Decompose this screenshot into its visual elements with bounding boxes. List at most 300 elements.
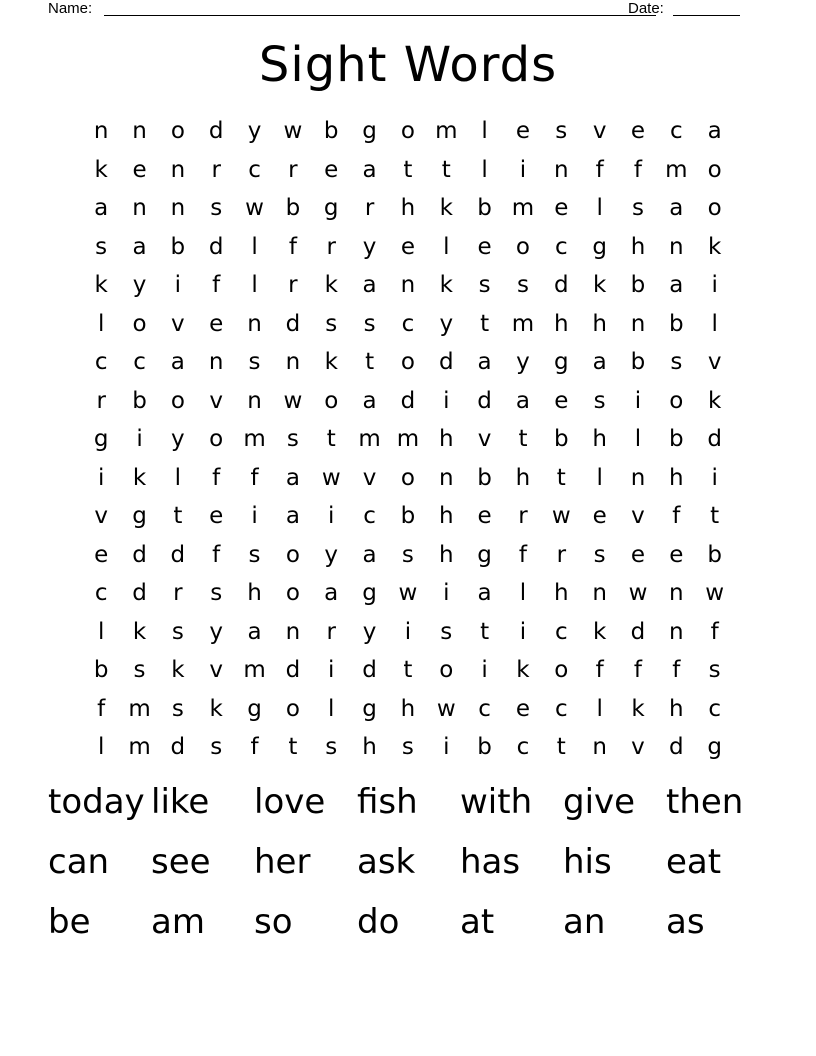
grid-letter: b <box>323 118 339 145</box>
grid-letter: k <box>708 387 722 414</box>
grid-letter: e <box>209 310 224 337</box>
grid-letter: r <box>96 387 106 414</box>
grid-letter: l <box>634 426 642 453</box>
grid-letter: g <box>362 118 377 145</box>
grid-letter: a <box>669 195 684 222</box>
grid-letter: k <box>439 272 453 299</box>
grid-letter: l <box>174 464 182 491</box>
grid-letter: f <box>288 233 297 260</box>
name-label: Name: <box>48 0 93 17</box>
grid-row <box>82 151 734 190</box>
grid-letter: d <box>362 657 377 684</box>
grid-letter: a <box>362 387 377 414</box>
grid-letter: s <box>516 272 529 299</box>
grid-letter: e <box>630 541 646 568</box>
grid-letter: a <box>477 349 492 376</box>
grid-letter: b <box>669 426 684 453</box>
grid-letter: k <box>171 657 185 684</box>
grid-row <box>82 536 734 575</box>
grid-letter: s <box>171 695 184 722</box>
grid-letter: w <box>551 503 571 530</box>
grid-letter: r <box>288 156 298 183</box>
grid-letter: h <box>362 734 377 761</box>
word-list-item: today <box>48 782 145 822</box>
grid-letter: i <box>711 464 718 491</box>
word-list-item: do <box>357 902 400 942</box>
grid-letter: k <box>132 464 147 491</box>
grid-letter: s <box>210 195 223 222</box>
grid-letter: s <box>593 541 606 568</box>
grid-letter: n <box>669 618 684 645</box>
grid-letter: f <box>250 464 259 491</box>
grid-letter: a <box>515 387 530 414</box>
grid-letter: y <box>362 618 377 645</box>
grid-letter: e <box>515 118 531 145</box>
grid-letter: t <box>173 503 183 530</box>
grid-letter: o <box>209 426 224 453</box>
grid-letter: a <box>132 233 147 260</box>
grid-letter: e <box>592 503 607 530</box>
grid-letter: l <box>251 233 258 260</box>
grid-letter: e <box>400 233 415 260</box>
grid-letter: d <box>208 118 224 145</box>
grid-letter: n <box>554 156 569 183</box>
grid-letter: n <box>669 580 684 607</box>
word-list-item: eat <box>666 842 722 882</box>
grid-letter: k <box>592 272 607 299</box>
grid-letter: h <box>554 580 569 607</box>
grid-letter: a <box>285 503 300 530</box>
grid-letter: v <box>592 118 607 145</box>
grid-letter: e <box>324 156 339 183</box>
grid-letter: a <box>285 464 300 491</box>
grid-letter: w <box>436 695 456 722</box>
grid-letter: c <box>554 233 568 260</box>
grid-letter: t <box>288 734 298 761</box>
grid-letter: v <box>707 349 722 376</box>
grid-letter: k <box>516 657 530 684</box>
grid-letter: f <box>518 541 527 568</box>
grid-letter: o <box>285 695 300 722</box>
grid-letter: c <box>94 580 108 607</box>
grid-letter: l <box>596 695 603 722</box>
grid-row <box>82 651 734 690</box>
grid-letter: d <box>553 272 569 299</box>
grid-letter: e <box>477 233 492 260</box>
grid-letter: m <box>511 310 535 337</box>
grid-letter: l <box>443 233 450 260</box>
grid-letter: t <box>403 156 413 183</box>
word-list-item: an <box>563 902 606 942</box>
grid-letter: m <box>358 426 381 453</box>
grid-letter: a <box>707 118 722 145</box>
page-title: Sight Words <box>258 37 558 93</box>
grid-letter: k <box>631 695 645 722</box>
grid-letter: i <box>634 387 642 414</box>
grid-letter: h <box>438 426 454 453</box>
grid-letter: c <box>516 734 530 761</box>
word-list-item: then <box>666 782 744 822</box>
grid-letter: h <box>630 233 646 260</box>
grid-letter: c <box>248 156 261 183</box>
grid-letter: k <box>132 618 147 645</box>
grid-letter: c <box>363 503 376 530</box>
grid-letter: n <box>669 233 684 260</box>
grid-letter: s <box>248 349 261 376</box>
grid-letter: g <box>553 349 569 376</box>
grid-letter: k <box>209 695 223 722</box>
grid-letter: c <box>133 349 146 376</box>
grid-letter: k <box>439 195 453 222</box>
grid-letter: s <box>95 233 108 260</box>
grid-letter: b <box>132 387 147 414</box>
grid-letter: o <box>285 541 300 568</box>
grid-letter: s <box>171 618 184 645</box>
grid-letter: o <box>439 657 454 684</box>
word-list-item: ask <box>357 842 416 882</box>
grid-letter: y <box>439 310 454 337</box>
grid-letter: n <box>170 156 186 183</box>
grid-letter: t <box>403 657 413 684</box>
word-list-item: so <box>254 902 293 942</box>
grid-letter: s <box>401 541 414 568</box>
grid-row <box>82 266 734 305</box>
grid-letter: d <box>438 349 454 376</box>
grid-letter: b <box>170 233 186 260</box>
grid-letter: d <box>170 541 186 568</box>
grid-letter: v <box>477 426 492 453</box>
grid-letter: b <box>285 195 301 222</box>
grid-row <box>82 189 734 228</box>
grid-letter: e <box>94 541 109 568</box>
grid-letter: m <box>128 695 151 722</box>
word-list-item: has <box>460 842 521 882</box>
grid-letter: i <box>97 464 105 491</box>
word-list-item: am <box>151 902 205 942</box>
word-list-item: with <box>460 782 533 822</box>
grid-letter: y <box>516 349 530 376</box>
grid-letter: c <box>401 310 415 337</box>
grid-letter: t <box>710 503 720 530</box>
grid-row <box>82 728 734 767</box>
grid-letter: s <box>363 310 376 337</box>
grid-letter: n <box>285 349 301 376</box>
grid-letter: w <box>705 580 725 607</box>
grid-letter: v <box>171 310 185 337</box>
grid-letter: d <box>208 233 224 260</box>
grid-letter: v <box>631 734 645 761</box>
grid-row <box>82 305 734 344</box>
word-list-item: her <box>254 842 311 882</box>
grid-letter: k <box>324 272 338 299</box>
grid-letter: n <box>208 349 224 376</box>
grid-letter: i <box>443 734 450 761</box>
grid-row <box>82 690 734 729</box>
grid-letter: l <box>481 156 488 183</box>
grid-letter: b <box>553 426 569 453</box>
grid-letter: a <box>362 156 377 183</box>
grid-letter: i <box>711 272 718 299</box>
grid-letter: t <box>556 734 566 761</box>
grid-letter: b <box>630 272 646 299</box>
grid-letter: e <box>209 503 224 530</box>
grid-letter: s <box>593 387 606 414</box>
grid-letter: n <box>630 464 646 491</box>
grid-letter: n <box>132 195 147 222</box>
grid-letter: s <box>478 272 491 299</box>
grid-letter: b <box>669 310 684 337</box>
grid-row <box>82 382 734 421</box>
grid-letter: s <box>401 734 414 761</box>
grid-letter: y <box>324 541 339 568</box>
grid-letter: f <box>672 657 681 684</box>
grid-letter: v <box>209 387 224 414</box>
grid-letter: w <box>628 580 648 607</box>
grid-letter: a <box>247 618 262 645</box>
grid-letter: b <box>477 464 492 491</box>
grid-letter: k <box>94 272 108 299</box>
grid-letter: k <box>708 233 722 260</box>
word-list-item: see <box>151 842 211 882</box>
grid-letter: r <box>211 156 221 183</box>
grid-letter: n <box>285 618 301 645</box>
grid-letter: k <box>592 618 607 645</box>
grid-letter: g <box>93 426 109 453</box>
grid-letter: c <box>670 118 683 145</box>
grid-letter: t <box>441 156 451 183</box>
grid-letter: h <box>438 503 454 530</box>
grid-letter: m <box>511 195 535 222</box>
grid-letter: o <box>170 387 185 414</box>
grid-row <box>82 112 734 151</box>
word-list-item: his <box>563 842 612 882</box>
grid-letter: o <box>400 349 415 376</box>
grid-letter: w <box>321 464 341 491</box>
grid-letter: y <box>362 233 377 260</box>
grid-letter: s <box>708 657 721 684</box>
grid-letter: s <box>325 310 338 337</box>
grid-letter: m <box>435 118 458 145</box>
grid-letter: w <box>283 387 303 414</box>
grid-letter: i <box>174 272 182 299</box>
grid-letter: n <box>93 118 109 145</box>
grid-letter: g <box>707 734 722 761</box>
grid-letter: b <box>400 503 416 530</box>
grid-letter: d <box>170 734 186 761</box>
grid-letter: s <box>210 734 223 761</box>
grid-letter: h <box>438 541 454 568</box>
grid-letter: e <box>669 541 684 568</box>
grid-letter: b <box>707 541 722 568</box>
grid-letter: c <box>554 618 568 645</box>
grid-letter: f <box>97 695 106 722</box>
grid-letter: y <box>132 272 147 299</box>
grid-letter: s <box>248 541 261 568</box>
word-list-item: fish <box>357 782 418 822</box>
grid-letter: f <box>633 156 643 183</box>
grid-letter: r <box>518 503 528 530</box>
grid-letter: e <box>132 156 147 183</box>
word-list-row <box>48 892 768 952</box>
grid-letter: a <box>94 195 109 222</box>
grid-letter: n <box>132 118 147 145</box>
grid-letter: l <box>519 580 527 607</box>
grid-letter: h <box>400 195 416 222</box>
grid-letter: f <box>212 541 221 568</box>
grid-letter: h <box>247 580 262 607</box>
letter-grid <box>82 112 734 767</box>
grid-letter: g <box>592 233 607 260</box>
grid-letter: o <box>515 233 530 260</box>
grid-letter: l <box>596 195 603 222</box>
grid-letter: m <box>243 657 266 684</box>
word-list-row <box>48 772 768 832</box>
word-list-item: love <box>254 782 326 822</box>
grid-letter: l <box>97 618 105 645</box>
grid-letter: g <box>477 541 492 568</box>
grid-letter: i <box>136 426 143 453</box>
grid-letter: f <box>250 734 259 761</box>
grid-letter: m <box>243 426 266 453</box>
grid-row <box>82 420 734 459</box>
grid-letter: i <box>328 503 335 530</box>
grid-letter: s <box>210 580 223 607</box>
date-label: Date: <box>628 0 664 17</box>
grid-letter: d <box>132 541 147 568</box>
grid-letter: d <box>669 734 684 761</box>
grid-letter: h <box>400 695 416 722</box>
grid-letter: e <box>630 118 646 145</box>
grid-letter: v <box>209 657 224 684</box>
grid-letter: o <box>285 580 300 607</box>
grid-letter: n <box>400 272 416 299</box>
name-blank-line <box>104 15 656 16</box>
grid-row <box>82 613 734 652</box>
grid-letter: y <box>247 118 262 145</box>
grid-letter: k <box>324 349 338 376</box>
grid-letter: s <box>133 657 146 684</box>
grid-letter: l <box>97 310 105 337</box>
grid-letter: a <box>362 541 377 568</box>
grid-letter: t <box>480 618 490 645</box>
grid-letter: m <box>128 734 151 761</box>
grid-letter: h <box>554 310 569 337</box>
grid-letter: e <box>554 387 569 414</box>
grid-letter: t <box>365 349 375 376</box>
grid-letter: v <box>362 464 377 491</box>
grid-letter: i <box>519 156 527 183</box>
grid-letter: o <box>554 657 569 684</box>
grid-letter: g <box>132 503 147 530</box>
grid-letter: m <box>665 156 688 183</box>
grid-letter: l <box>481 118 488 145</box>
grid-letter: n <box>170 195 186 222</box>
grid-letter: g <box>323 195 339 222</box>
grid-letter: f <box>710 618 719 645</box>
word-list-item: as <box>666 902 705 942</box>
grid-letter: h <box>669 695 684 722</box>
grid-letter: d <box>400 387 416 414</box>
grid-letter: g <box>247 695 262 722</box>
grid-letter: b <box>630 349 646 376</box>
grid-letter: i <box>251 503 258 530</box>
grid-letter: a <box>324 580 339 607</box>
grid-letter: o <box>707 156 722 183</box>
grid-letter: g <box>362 580 377 607</box>
grid-letter: h <box>669 464 684 491</box>
grid-letter: n <box>247 387 262 414</box>
grid-letter: r <box>364 195 375 222</box>
grid-letter: i <box>443 580 450 607</box>
grid-letter: i <box>481 657 488 684</box>
grid-letter: c <box>708 695 721 722</box>
grid-letter: h <box>592 310 607 337</box>
grid-row <box>82 459 734 498</box>
word-list-item: like <box>151 782 210 822</box>
grid-letter: d <box>630 618 646 645</box>
grid-letter: w <box>283 118 303 145</box>
grid-letter: o <box>669 387 684 414</box>
grid-letter: n <box>592 734 607 761</box>
grid-letter: w <box>398 580 418 607</box>
word-list-item: give <box>563 782 636 822</box>
grid-letter: h <box>515 464 531 491</box>
grid-letter: y <box>209 618 224 645</box>
word-list-item: at <box>460 902 495 942</box>
grid-letter: y <box>171 426 185 453</box>
grid-letter: o <box>170 118 185 145</box>
grid-letter: r <box>556 541 567 568</box>
word-list-item: be <box>48 902 91 942</box>
grid-letter: a <box>592 349 607 376</box>
grid-letter: o <box>400 118 415 145</box>
grid-letter: d <box>132 580 147 607</box>
grid-letter: r <box>326 618 336 645</box>
grid-letter: t <box>326 426 336 453</box>
grid-letter: a <box>170 349 185 376</box>
grid-letter: s <box>631 195 644 222</box>
grid-letter: f <box>212 464 221 491</box>
grid-letter: o <box>707 195 722 222</box>
grid-letter: f <box>633 657 643 684</box>
word-list <box>48 772 768 952</box>
grid-letter: s <box>555 118 568 145</box>
grid-letter: i <box>328 657 335 684</box>
grid-letter: d <box>285 310 301 337</box>
grid-letter: s <box>286 426 299 453</box>
grid-letter: h <box>592 426 607 453</box>
grid-letter: l <box>711 310 718 337</box>
grid-letter: d <box>707 426 722 453</box>
grid-letter: w <box>245 195 264 222</box>
grid-letter: d <box>477 387 492 414</box>
grid-letter: i <box>519 618 527 645</box>
grid-letter: r <box>173 580 183 607</box>
grid-letter: f <box>672 503 681 530</box>
grid-letter: s <box>325 734 338 761</box>
grid-row <box>82 497 734 536</box>
grid-row <box>82 574 734 613</box>
grid-letter: t <box>556 464 566 491</box>
grid-letter: o <box>324 387 339 414</box>
grid-letter: c <box>554 695 568 722</box>
grid-letter: c <box>478 695 491 722</box>
grid-letter: b <box>477 734 492 761</box>
grid-letter: n <box>630 310 646 337</box>
grid-letter: t <box>518 426 528 453</box>
grid-letter: s <box>670 349 683 376</box>
grid-letter: f <box>595 657 604 684</box>
